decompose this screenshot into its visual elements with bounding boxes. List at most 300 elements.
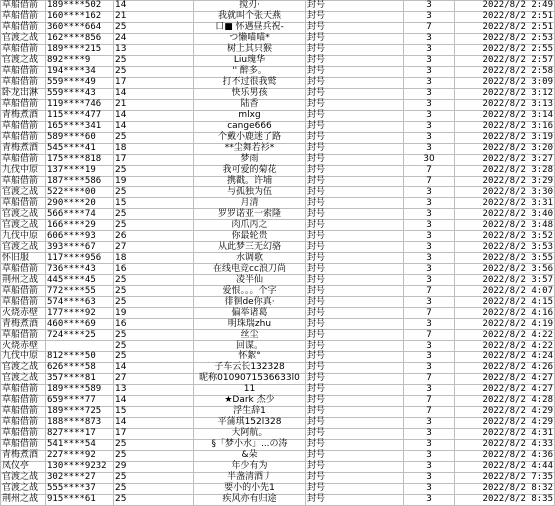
timestamp-cell[interactable]: 2022/8/2 4:22	[455, 341, 555, 352]
account-cell[interactable]: 227****92	[46, 450, 114, 461]
player-name-cell[interactable]: ★Dark 杰少	[194, 395, 306, 406]
account-cell[interactable]	[46, 341, 114, 352]
server-cell[interactable]: 官渡之战	[1, 362, 46, 373]
server-cell[interactable]: 草船借箭	[1, 121, 46, 132]
count-cell[interactable]: 3	[404, 242, 455, 253]
status-cell[interactable]: 封号	[306, 33, 404, 44]
status-cell[interactable]: 封号	[306, 352, 404, 363]
account-cell[interactable]: 188****873	[46, 417, 114, 428]
account-cell[interactable]: 393****67	[46, 242, 114, 253]
account-cell[interactable]: 189****502	[46, 1, 114, 12]
count-cell[interactable]: 3	[404, 132, 455, 143]
player-name-cell[interactable]: 树上其只猴	[194, 44, 306, 55]
level-cell[interactable]: 14	[114, 88, 194, 99]
level-cell[interactable]: 27	[114, 373, 194, 384]
account-cell[interactable]: 772****55	[46, 286, 114, 297]
level-cell[interactable]: 25	[114, 209, 194, 220]
player-name-cell[interactable]: 凌半仙	[194, 275, 306, 286]
player-name-cell[interactable]: mlxg	[194, 110, 306, 121]
player-name-cell[interactable]: 个戴小鹿迷了路	[194, 132, 306, 143]
level-cell[interactable]: 25	[114, 330, 194, 341]
level-cell[interactable]: 15	[114, 406, 194, 417]
player-name-cell[interactable]: 打不过很我鹫	[194, 77, 306, 88]
count-cell[interactable]: 3	[404, 121, 455, 132]
timestamp-cell[interactable]: 2022/8/2 3:20	[455, 143, 555, 154]
level-cell[interactable]: 25	[114, 275, 194, 286]
status-cell[interactable]: 封号	[306, 1, 404, 12]
count-cell[interactable]: 3	[404, 77, 455, 88]
player-name-cell[interactable]: '' 醉多。	[194, 66, 306, 77]
count-cell[interactable]: 3	[404, 143, 455, 154]
count-cell[interactable]: 3	[404, 66, 455, 77]
account-cell[interactable]: 189****589	[46, 384, 114, 395]
timestamp-cell[interactable]: 2022/8/2 3:13	[455, 99, 555, 110]
player-name-cell[interactable]: 快乐男孩	[194, 88, 306, 99]
server-cell[interactable]: 草船借箭	[1, 11, 46, 22]
player-name-cell[interactable]: 大阿航。	[194, 428, 306, 439]
status-cell[interactable]: 封号	[306, 55, 404, 66]
server-cell[interactable]: 荆州之战	[1, 275, 46, 286]
server-cell[interactable]: 草船借箭	[1, 22, 46, 33]
server-cell[interactable]: 卧龙出淋	[1, 88, 46, 99]
account-cell[interactable]: 290****20	[46, 198, 114, 209]
account-cell[interactable]: 659****77	[46, 395, 114, 406]
status-cell[interactable]: 封号	[306, 286, 404, 297]
level-cell[interactable]: 25	[114, 494, 194, 505]
timestamp-cell[interactable]: 2022/8/2 3:31	[455, 198, 555, 209]
server-cell[interactable]: 九伐中原	[1, 352, 46, 363]
status-cell[interactable]: 封号	[306, 220, 404, 231]
account-cell[interactable]: 160****162	[46, 11, 114, 22]
player-name-cell[interactable]: 昵称0109071536633l0	[194, 373, 306, 384]
status-cell[interactable]: 封号	[306, 77, 404, 88]
player-name-cell[interactable]: 平蒲琪152l328	[194, 417, 306, 428]
status-cell[interactable]: 封号	[306, 11, 404, 22]
player-name-cell[interactable]: 搅刃·	[194, 1, 306, 12]
status-cell[interactable]: 封号	[306, 472, 404, 483]
count-cell[interactable]: 3	[404, 11, 455, 22]
level-cell[interactable]: 25	[114, 341, 194, 352]
count-cell[interactable]: 3	[404, 187, 455, 198]
timestamp-cell[interactable]: 2022/8/2 3:52	[455, 231, 555, 242]
level-cell[interactable]: 25	[114, 132, 194, 143]
player-name-cell[interactable]: 水调歌	[194, 253, 306, 264]
count-cell[interactable]: 3	[404, 1, 455, 12]
account-cell[interactable]: 915****61	[46, 494, 114, 505]
server-cell[interactable]: 草船借箭	[1, 395, 46, 406]
server-cell[interactable]: 草船借箭	[1, 417, 46, 428]
count-cell[interactable]: 3	[404, 472, 455, 483]
count-cell[interactable]: 3	[404, 44, 455, 55]
level-cell[interactable]: 25	[114, 352, 194, 363]
timestamp-cell[interactable]: 2022/8/2 4:24	[455, 352, 555, 363]
player-name-cell[interactable]: 肉爪丙之	[194, 220, 306, 231]
account-cell[interactable]: 541****54	[46, 439, 114, 450]
timestamp-cell[interactable]: 2022/8/2 2:51	[455, 22, 555, 33]
count-cell[interactable]: 3	[404, 264, 455, 275]
count-cell[interactable]: 7	[404, 176, 455, 187]
level-cell[interactable]: 26	[114, 231, 194, 242]
status-cell[interactable]: 封号	[306, 154, 404, 165]
account-cell[interactable]: 162****856	[46, 33, 114, 44]
level-cell[interactable]: 19	[114, 308, 194, 319]
status-cell[interactable]: 封号	[306, 44, 404, 55]
count-cell[interactable]: 3	[404, 362, 455, 373]
timestamp-cell[interactable]: 2022/8/2 4:29	[455, 417, 555, 428]
level-cell[interactable]: 18	[114, 253, 194, 264]
player-name-cell[interactable]: 从此梦三无幻骆	[194, 242, 306, 253]
status-cell[interactable]: 封号	[306, 483, 404, 494]
server-cell[interactable]: 怀旧服	[1, 253, 46, 264]
timestamp-cell[interactable]: 2022/8/2 4:31	[455, 428, 555, 439]
count-cell[interactable]: 3	[404, 99, 455, 110]
status-cell[interactable]: 封号	[306, 176, 404, 187]
player-name-cell[interactable]: Liu瑰华	[194, 55, 306, 66]
account-cell[interactable]: 175****818	[46, 154, 114, 165]
count-cell[interactable]: 7	[404, 406, 455, 417]
level-cell[interactable]: 14	[114, 121, 194, 132]
count-cell[interactable]: 3	[404, 483, 455, 494]
count-cell[interactable]: 3	[404, 319, 455, 330]
status-cell[interactable]: 封号	[306, 362, 404, 373]
count-cell[interactable]: 3	[404, 33, 455, 44]
server-cell[interactable]: 草船借箭	[1, 154, 46, 165]
player-name-cell[interactable]: 月清	[194, 198, 306, 209]
count-cell[interactable]: 3	[404, 341, 455, 352]
count-cell[interactable]: 3	[404, 461, 455, 472]
status-cell[interactable]: 封号	[306, 494, 404, 505]
count-cell[interactable]: 7	[404, 308, 455, 319]
status-cell[interactable]: 封号	[306, 319, 404, 330]
level-cell[interactable]: 25	[114, 286, 194, 297]
count-cell[interactable]: 3	[404, 384, 455, 395]
server-cell[interactable]: 火烧赤壁	[1, 308, 46, 319]
timestamp-cell[interactable]: 2022/8/2 3:48	[455, 220, 555, 231]
timestamp-cell[interactable]: 2022/8/2 4:29	[455, 406, 555, 417]
account-cell[interactable]: 555****37	[46, 483, 114, 494]
server-cell[interactable]: 草船借箭	[1, 330, 46, 341]
server-cell[interactable]: 草船借箭	[1, 77, 46, 88]
account-cell[interactable]: 827****17	[46, 428, 114, 439]
server-cell[interactable]: 官渡之战	[1, 33, 46, 44]
status-cell[interactable]: 封号	[306, 253, 404, 264]
account-cell[interactable]: 115****477	[46, 110, 114, 121]
timestamp-cell[interactable]: 2022/8/2 4:16	[455, 308, 555, 319]
timestamp-cell[interactable]: 2022/8/2 3:29	[455, 176, 555, 187]
timestamp-cell[interactable]: 2022/8/2 8:32	[455, 483, 555, 494]
player-name-cell[interactable]: cange666	[194, 121, 306, 132]
server-cell[interactable]: 青梅煮酒	[1, 319, 46, 330]
server-cell[interactable]: 草船借箭	[1, 297, 46, 308]
status-cell[interactable]: 封号	[306, 22, 404, 33]
level-cell[interactable]: 25	[114, 439, 194, 450]
level-cell[interactable]: 29	[114, 461, 194, 472]
player-name-cell[interactable]: 与孤独为伍	[194, 187, 306, 198]
timestamp-cell[interactable]: 2022/8/2 2:58	[455, 66, 555, 77]
server-cell[interactable]: 草船借箭	[1, 286, 46, 297]
server-cell[interactable]: 草船借箭	[1, 1, 46, 12]
account-cell[interactable]: 559****43	[46, 88, 114, 99]
timestamp-cell[interactable]: 2022/8/2 4:28	[455, 395, 555, 406]
timestamp-cell[interactable]: 2022/8/2 2:55	[455, 44, 555, 55]
level-cell[interactable]: 13	[114, 44, 194, 55]
status-cell[interactable]: 封号	[306, 384, 404, 395]
account-cell[interactable]: 137****19	[46, 165, 114, 176]
count-cell[interactable]: 3	[404, 110, 455, 121]
account-cell[interactable]: 117****956	[46, 253, 114, 264]
status-cell[interactable]: 封号	[306, 242, 404, 253]
status-cell[interactable]: 封号	[306, 187, 404, 198]
timestamp-cell[interactable]: 2022/8/2 3:53	[455, 242, 555, 253]
timestamp-cell[interactable]: 2022/8/2 3:56	[455, 264, 555, 275]
count-cell[interactable]: 3	[404, 494, 455, 505]
account-cell[interactable]: 119****746	[46, 99, 114, 110]
player-name-cell[interactable]: つ懒喵喵*	[194, 33, 306, 44]
account-cell[interactable]: 357****81	[46, 373, 114, 384]
timestamp-cell[interactable]: 2022/8/2 2:49	[455, 1, 555, 12]
server-cell[interactable]: 凤仪亭	[1, 461, 46, 472]
level-cell[interactable]: 16	[114, 264, 194, 275]
status-cell[interactable]: 封号	[306, 110, 404, 121]
status-cell[interactable]: 封号	[306, 275, 404, 286]
status-cell[interactable]: 封号	[306, 341, 404, 352]
server-cell[interactable]: 草船借箭	[1, 384, 46, 395]
status-cell[interactable]: 封号	[306, 88, 404, 99]
level-cell[interactable]: 17	[114, 428, 194, 439]
player-name-cell[interactable]: 11	[194, 384, 306, 395]
level-cell[interactable]: 14	[114, 417, 194, 428]
status-cell[interactable]: 封号	[306, 198, 404, 209]
server-cell[interactable]: 草船借箭	[1, 132, 46, 143]
timestamp-cell[interactable]: 2022/8/2 2:53	[455, 33, 555, 44]
level-cell[interactable]: 25	[114, 483, 194, 494]
count-cell[interactable]: 3	[404, 253, 455, 264]
level-cell[interactable]: 14	[114, 395, 194, 406]
server-cell[interactable]: 官渡之战	[1, 242, 46, 253]
timestamp-cell[interactable]: 2022/8/2 3:27	[455, 154, 555, 165]
player-name-cell[interactable]: 你最轮贵	[194, 231, 306, 242]
timestamp-cell[interactable]: 2022/8/2 4:27	[455, 373, 555, 384]
timestamp-cell[interactable]: 2022/8/2 3:40	[455, 209, 555, 220]
level-cell[interactable]: 21	[114, 99, 194, 110]
status-cell[interactable]: 封号	[306, 417, 404, 428]
level-cell[interactable]: 25	[114, 66, 194, 77]
status-cell[interactable]: 封号	[306, 99, 404, 110]
level-cell[interactable]: 25	[114, 220, 194, 231]
account-cell[interactable]: 177****92	[46, 308, 114, 319]
server-cell[interactable]: 草船借箭	[1, 406, 46, 417]
server-cell[interactable]: 官渡之战	[1, 220, 46, 231]
level-cell[interactable]: 25	[114, 297, 194, 308]
level-cell[interactable]: 24	[114, 33, 194, 44]
count-cell[interactable]: 7	[404, 165, 455, 176]
account-cell[interactable]: 724****25	[46, 330, 114, 341]
account-cell[interactable]: 194****34	[46, 66, 114, 77]
player-name-cell[interactable]: &朵	[194, 450, 306, 461]
status-cell[interactable]: 封号	[306, 165, 404, 176]
player-name-cell[interactable]: **尘舞若衫*	[194, 143, 306, 154]
server-cell[interactable]: 荆州之战	[1, 494, 46, 505]
server-cell[interactable]: 官渡之战	[1, 187, 46, 198]
count-cell[interactable]: 3	[404, 231, 455, 242]
player-name-cell[interactable]: 子车云长132328	[194, 362, 306, 373]
server-cell[interactable]: 九伐中原	[1, 231, 46, 242]
status-cell[interactable]: 封号	[306, 143, 404, 154]
status-cell[interactable]: 封号	[306, 297, 404, 308]
server-cell[interactable]: 官渡之战	[1, 472, 46, 483]
server-cell[interactable]: 九伐中原	[1, 165, 46, 176]
player-name-cell[interactable]: 携戳。许埔	[194, 176, 306, 187]
level-cell[interactable]: 25	[114, 55, 194, 66]
account-cell[interactable]: 189****215	[46, 44, 114, 55]
account-cell[interactable]: 460****69	[46, 319, 114, 330]
count-cell[interactable]: 3	[404, 275, 455, 286]
server-cell[interactable]: 草船借箭	[1, 198, 46, 209]
count-cell[interactable]: 7	[404, 373, 455, 384]
count-cell[interactable]: 3	[404, 428, 455, 439]
timestamp-cell[interactable]: 2022/8/2 4:44	[455, 461, 555, 472]
level-cell[interactable]: 18	[114, 143, 194, 154]
count-cell[interactable]: 3	[404, 88, 455, 99]
server-cell[interactable]: 草船借箭	[1, 44, 46, 55]
status-cell[interactable]: 封号	[306, 121, 404, 132]
player-name-cell[interactable]: 我可爱的菊花	[194, 165, 306, 176]
status-cell[interactable]: 封号	[306, 428, 404, 439]
count-cell[interactable]: 3	[404, 417, 455, 428]
status-cell[interactable]: 封号	[306, 395, 404, 406]
count-cell[interactable]: 3	[404, 352, 455, 363]
account-cell[interactable]: 360****664	[46, 22, 114, 33]
player-name-cell[interactable]: 徘徊de你真·	[194, 297, 306, 308]
timestamp-cell[interactable]: 2022/8/2 4:26	[455, 362, 555, 373]
account-cell[interactable]: 892****9	[46, 55, 114, 66]
server-cell[interactable]: 官渡之战	[1, 55, 46, 66]
player-name-cell[interactable]: 回谋。	[194, 341, 306, 352]
level-cell[interactable]: 15	[114, 198, 194, 209]
server-cell[interactable]: 草船借箭	[1, 264, 46, 275]
count-cell[interactable]: 3	[404, 55, 455, 66]
account-cell[interactable]: 812****50	[46, 352, 114, 363]
count-cell[interactable]: 7	[404, 286, 455, 297]
timestamp-cell[interactable]: 2022/8/2 8:35	[455, 494, 555, 505]
level-cell[interactable]: 17	[114, 77, 194, 88]
status-cell[interactable]: 封号	[306, 264, 404, 275]
player-name-cell[interactable]: 偏举诸葛	[194, 308, 306, 319]
player-name-cell[interactable]: 口■ 怀遇昼兵祝-	[194, 22, 306, 33]
timestamp-cell[interactable]: 2022/8/2 3:16	[455, 121, 555, 132]
status-cell[interactable]: 封号	[306, 66, 404, 77]
player-name-cell[interactable]: 怀絮°	[194, 352, 306, 363]
server-cell[interactable]: 火烧赤壁	[1, 341, 46, 352]
timestamp-cell[interactable]: 2022/8/2 4:27	[455, 384, 555, 395]
player-name-cell[interactable]: 梦雨	[194, 154, 306, 165]
account-cell[interactable]: 166****29	[46, 220, 114, 231]
timestamp-cell[interactable]: 2022/8/2 3:14	[455, 110, 555, 121]
status-cell[interactable]: 封号	[306, 132, 404, 143]
account-cell[interactable]: 736****43	[46, 264, 114, 275]
level-cell[interactable]: 19	[114, 176, 194, 187]
level-cell[interactable]: 25	[114, 472, 194, 483]
count-cell[interactable]: 3	[404, 220, 455, 231]
timestamp-cell[interactable]: 2022/8/2 3:30	[455, 187, 555, 198]
server-cell[interactable]: 青梅煮酒	[1, 450, 46, 461]
player-name-cell[interactable]: 罗罗诺亚一索隆	[194, 209, 306, 220]
player-name-cell[interactable]: 丝尘	[194, 330, 306, 341]
timestamp-cell[interactable]: 2022/8/2 4:07	[455, 286, 555, 297]
player-name-cell[interactable]: 我就叫个张天燕	[194, 11, 306, 22]
status-cell[interactable]: 封号	[306, 209, 404, 220]
timestamp-cell[interactable]: 2022/8/2 3:12	[455, 88, 555, 99]
count-cell[interactable]: 7	[404, 330, 455, 341]
timestamp-cell[interactable]: 2022/8/2 4:19	[455, 319, 555, 330]
status-cell[interactable]: 封号	[306, 450, 404, 461]
player-name-cell[interactable]: 陆香	[194, 99, 306, 110]
server-cell[interactable]: 草船借箭	[1, 66, 46, 77]
level-cell[interactable]: 16	[114, 319, 194, 330]
account-cell[interactable]: 445****45	[46, 275, 114, 286]
status-cell[interactable]: 封号	[306, 461, 404, 472]
server-cell[interactable]: 草船借箭	[1, 439, 46, 450]
account-cell[interactable]: 165****341	[46, 121, 114, 132]
server-cell[interactable]: 草船借箭	[1, 176, 46, 187]
account-cell[interactable]: 626****58	[46, 362, 114, 373]
timestamp-cell[interactable]: 2022/8/2 3:09	[455, 77, 555, 88]
timestamp-cell[interactable]: 2022/8/2 3:28	[455, 165, 555, 176]
account-cell[interactable]: 189****725	[46, 406, 114, 417]
level-cell[interactable]: 25	[114, 22, 194, 33]
level-cell[interactable]: 25	[114, 187, 194, 198]
player-name-cell[interactable]: 浮生辞1	[194, 406, 306, 417]
server-cell[interactable]: 官渡之战	[1, 483, 46, 494]
player-name-cell[interactable]: 明珠瑞zhu	[194, 319, 306, 330]
level-cell[interactable]: 21	[114, 11, 194, 22]
timestamp-cell[interactable]: 2022/8/2 2:57	[455, 55, 555, 66]
level-cell[interactable]: 14	[114, 1, 194, 12]
level-cell[interactable]: 25	[114, 450, 194, 461]
player-name-cell[interactable]: 疾风亦有归途	[194, 494, 306, 505]
count-cell[interactable]: 7	[404, 395, 455, 406]
count-cell[interactable]: 3	[404, 439, 455, 450]
server-cell[interactable]: 青梅煮酒	[1, 110, 46, 121]
timestamp-cell[interactable]: 2022/8/2 7:35	[455, 472, 555, 483]
count-cell[interactable]: 3	[404, 450, 455, 461]
level-cell[interactable]: 25	[114, 165, 194, 176]
timestamp-cell[interactable]: 2022/8/2 4:36	[455, 450, 555, 461]
count-cell[interactable]: 7	[404, 22, 455, 33]
account-cell[interactable]: 187****586	[46, 176, 114, 187]
level-cell[interactable]: 13	[114, 384, 194, 395]
account-cell[interactable]: 574****63	[46, 297, 114, 308]
count-cell[interactable]: 3	[404, 198, 455, 209]
timestamp-cell[interactable]: 2022/8/2 3:19	[455, 132, 555, 143]
account-cell[interactable]: 606****93	[46, 231, 114, 242]
player-name-cell[interactable]: 要小的小先1	[194, 483, 306, 494]
level-cell[interactable]: 14	[114, 362, 194, 373]
level-cell[interactable]: 14	[114, 110, 194, 121]
timestamp-cell[interactable]: 2022/8/2 4:15	[455, 297, 555, 308]
server-cell[interactable]: 官渡之战	[1, 209, 46, 220]
account-cell[interactable]: 130****9232	[46, 461, 114, 472]
status-cell[interactable]: 封号	[306, 308, 404, 319]
account-cell[interactable]: 566****74	[46, 209, 114, 220]
count-cell[interactable]: 30	[404, 154, 455, 165]
status-cell[interactable]: 封号	[306, 373, 404, 384]
status-cell[interactable]: 封号	[306, 330, 404, 341]
player-name-cell[interactable]: 在线电竞cc浪刀尚	[194, 264, 306, 275]
player-name-cell[interactable]: 爱恨。。。个字	[194, 286, 306, 297]
count-cell[interactable]: 3	[404, 297, 455, 308]
player-name-cell[interactable]: 半盏清酒丿	[194, 472, 306, 483]
